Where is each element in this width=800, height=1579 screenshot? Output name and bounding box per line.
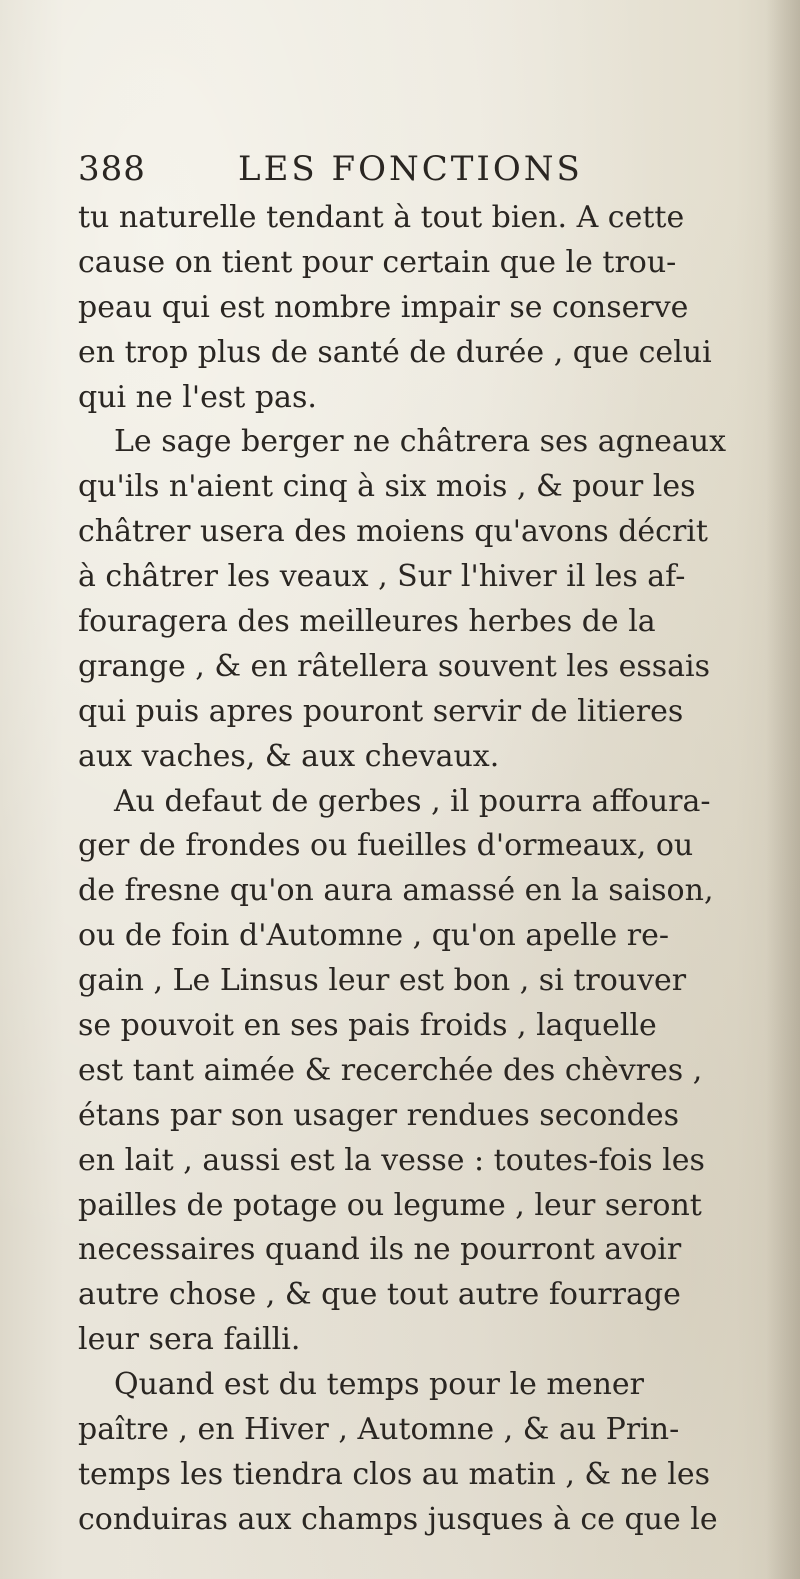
page-header bbox=[78, 145, 718, 193]
text-line: qui ne l'est pas. bbox=[78, 379, 317, 415]
text-line: grange , & en râtellera souvent les essais bbox=[78, 648, 711, 684]
text-line: leur sera failli. bbox=[78, 1322, 301, 1358]
page-edge-shadow bbox=[766, 0, 800, 1579]
text-line: autre chose , & que tout autre fourrage bbox=[78, 1277, 681, 1313]
text-line: paître , en Hiver , Automne , & au Prin- bbox=[78, 1412, 680, 1448]
text-line: qu'ils n'aient cinq à six mois , & pour les bbox=[78, 469, 696, 505]
text-line: à châtrer les veaux , Sur l'hiver il les af- bbox=[78, 559, 686, 595]
text-line: Le sage berger ne châtrera ses agneaux bbox=[114, 424, 727, 460]
running-head: LES FONCTIONS bbox=[238, 149, 583, 189]
text-line: cause on tient pour certain que le trou- bbox=[78, 244, 677, 280]
text-line: gain , Le Linsus leur est bon , si trouver bbox=[78, 963, 687, 999]
text-line: aux vaches, & aux chevaux. bbox=[78, 738, 500, 774]
text-line: necessaires quand ils ne pourront avoir bbox=[78, 1232, 682, 1268]
text-line: Au defaut de gerbes , il pourra affoura- bbox=[114, 783, 711, 819]
text-line: se pouvoit en ses pais froids , laquelle bbox=[78, 1008, 657, 1044]
text-line: ger de frondes ou fueilles d'ormeaux, ou bbox=[78, 828, 694, 864]
text-line: tu naturelle tendant à tout bien. A cette bbox=[78, 200, 685, 235]
text-line: peau qui est nombre impair se conserve bbox=[78, 289, 689, 325]
text-line: fouragera des meilleures herbes de la bbox=[78, 604, 656, 640]
text-line: est tant aimée & recerchée des chèvres , bbox=[78, 1052, 703, 1088]
text-line: châtrer usera des moiens qu'avons décrit bbox=[78, 514, 708, 550]
text-line: ou de foin d'Automne , qu'on apelle re- bbox=[78, 918, 669, 954]
text-line: pailles de potage ou legume , leur seront bbox=[78, 1187, 702, 1223]
page-number: 388 bbox=[78, 149, 146, 189]
text-line: étans par son usager rendues secondes bbox=[78, 1097, 679, 1133]
text-line: temps les tiendra clos au matin , & ne les bbox=[78, 1456, 711, 1492]
text-line: conduiras aux champs jusques à ce que le bbox=[78, 1501, 718, 1537]
text-line: en trop plus de santé de durée , que celui bbox=[78, 334, 712, 370]
text-line: en lait , aussi est la vesse : toutes-fois les bbox=[78, 1142, 705, 1178]
body-text bbox=[78, 196, 738, 1543]
text-line: qui puis apres pouront servir de litieres bbox=[78, 693, 684, 729]
text-line: Quand est du temps pour le mener bbox=[114, 1367, 645, 1403]
text-line: de fresne qu'on aura amassé en la saison, bbox=[78, 873, 714, 909]
